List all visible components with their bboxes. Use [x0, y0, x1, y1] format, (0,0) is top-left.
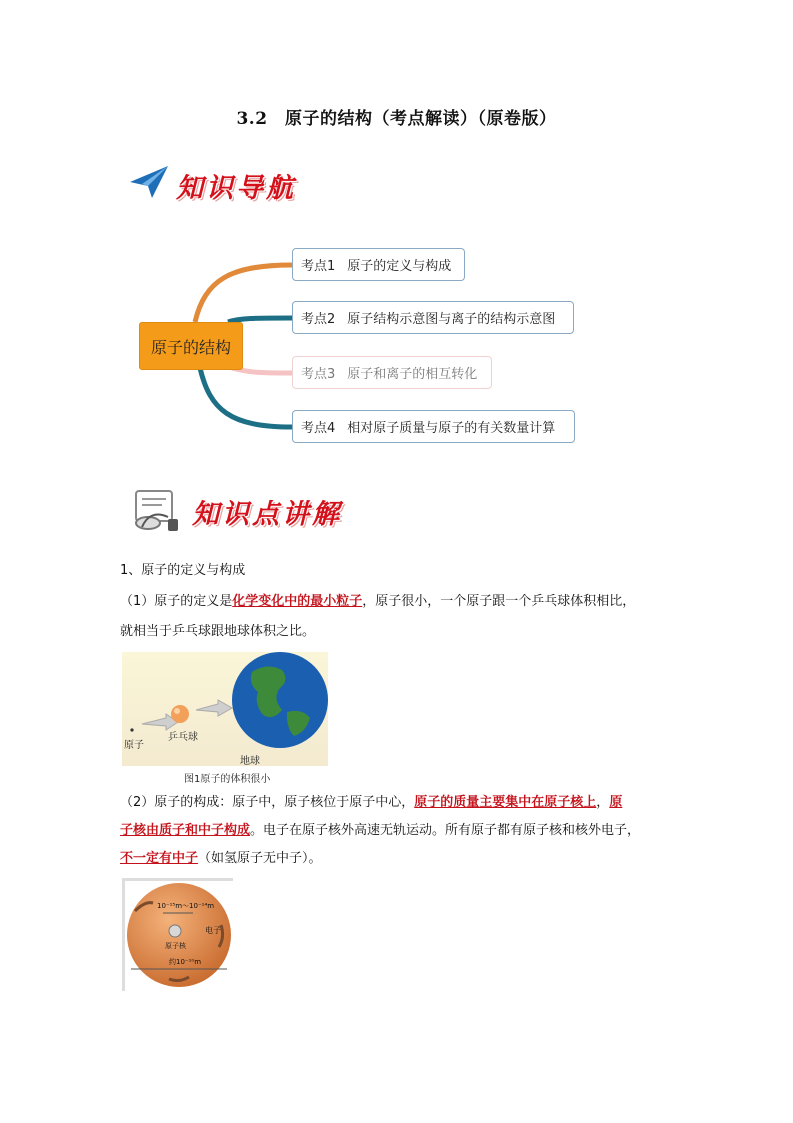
scroll-quill-icon [128, 487, 184, 539]
mindmap-root: 原子的结构 [139, 322, 243, 370]
earth-label: 地球 [240, 756, 260, 766]
section-heading: 1、原子的定义与构成 [120, 563, 246, 578]
node-number: 考点4 [301, 421, 336, 436]
figure-atom-structure [122, 878, 233, 991]
ball-label: 乒乓球 [168, 732, 198, 743]
node-number: 考点2 [301, 312, 336, 327]
text-run: （如氢原子无中子）。 [198, 851, 322, 866]
node-number: 考点1 [301, 259, 336, 274]
scale-bottom-label: 约10⁻¹⁰m [169, 958, 202, 966]
figure-atom-size [122, 652, 328, 766]
mindmap-node-2 [292, 301, 574, 334]
mindmap-node-3 [292, 356, 492, 389]
text-run: 。电子在原子核外高速无轨运动。所有原子都有原子核和核外电子， [250, 823, 641, 838]
nucleus-label: 原子核 [165, 942, 186, 950]
highlight-text: 化学变化中的最小粒子 [232, 594, 363, 609]
mindmap-connectors [0, 0, 793, 480]
knowledge-nav-heading: 知识导航 [176, 173, 296, 204]
highlight-text: 原子的质量主要集中在原子核上 [414, 795, 597, 810]
highlight-text: 原 [609, 795, 623, 810]
page-title: 3.2 原子的结构（考点解读）（原卷版） [236, 109, 557, 129]
node-label: 原子结构示意图与离子的结构示意图 [347, 312, 556, 327]
node-label: 原子和离子的相互转化 [347, 367, 478, 382]
paragraph-composition-line2 [120, 816, 680, 846]
text-run: （2）原子的构成：原子中，原子核位于原子中心， [120, 795, 415, 810]
atom-label: 原子 [124, 740, 144, 751]
node-label: 相对原子质量与原子的有关数量计算 [347, 421, 556, 436]
knowledge-points-heading: 知识点讲解 [192, 499, 342, 530]
text-run: ， [596, 795, 610, 810]
scale-top-label: 10⁻¹⁵m～10⁻¹⁴m [157, 902, 215, 910]
paragraph-composition [120, 788, 680, 818]
mindmap-node-4 [292, 410, 575, 443]
electron-label: 电子 [205, 926, 221, 935]
mindmap-node-1 [292, 248, 465, 281]
node-number: 考点3 [301, 367, 336, 382]
paragraph-composition-line3 [120, 844, 680, 874]
text-run: ，原子很小，一个原子跟一个乒乓球体积相比， [362, 594, 636, 609]
highlight-text: 子核由质子和中子构成 [120, 823, 251, 838]
paragraph-definition [120, 587, 680, 617]
node-label: 原子的定义与构成 [347, 259, 452, 274]
highlight-text: 不一定有中子 [120, 851, 199, 866]
figure-caption: 图1原子的体积很小 [184, 774, 271, 785]
text-run: （1）原子的定义是 [120, 594, 233, 609]
atom-earth-illustration [122, 652, 328, 766]
paragraph-definition-cont: 就相当于乒乓球跟地球体积之比。 [120, 624, 316, 639]
